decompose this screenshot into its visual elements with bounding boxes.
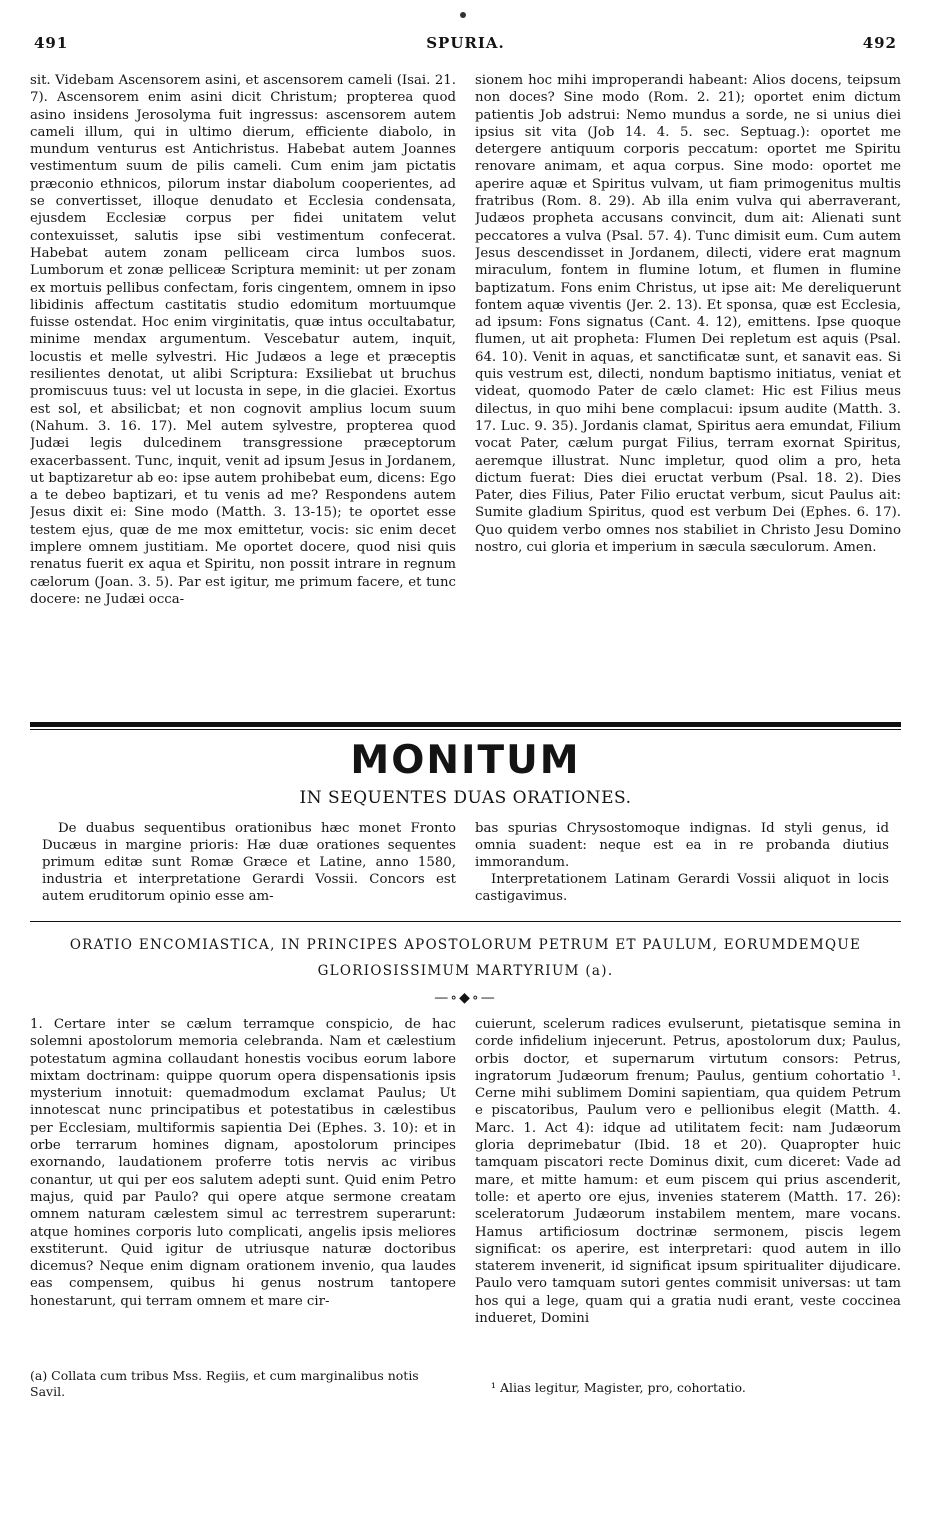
section-divider [30, 722, 901, 730]
monitum-heading: MONITUM [350, 738, 581, 783]
column-right [475, 72, 901, 700]
column-left [30, 72, 456, 700]
column-right [475, 820, 889, 905]
oration-text-section [30, 1016, 901, 1356]
page-number-right: 492 [862, 34, 897, 52]
paragraph: bas spurias Chrysostomoque indignas. Id styli genus, id omnia suadent: neque est ea in re probanda diutius immorandum. [475, 821, 889, 870]
thin-rule [30, 729, 901, 730]
paragraph: sionem hoc mihi improperandi habeant: Alios docens, teipsum non doces? Sine modo (Rom. 2. 21); oportet enim dictum patientis Job adstrui: Nemo mundus a sorde, ne si unius diei ipsius sit vita (Job 14. 4. 5. sec. Septuag.): oportet me detergere antiquum corporis peccatum: oportet me Spiritu renovare animam, et aqua corpus. Sine modo: oportet me aperire aquæ et Spiritus vulvam, ut fiam primogenitus multis fratribus (Rom. 8. 29). Ab illa enim vulva qui aberraverant, Judæos propheta accusans convincit, dum ait: Alienati sunt peccatores a vulva (Psal. 57. 4). Tunc dimisit eum. Cum autem Jesus descendisset in Jordanem, dilecti, videre erat magnum miraculum, fontem in flumine lotum, et flumen in flumine baptizatum. Fons enim Christus, ut ipse ait: Me dereliquerunt fontem aquæ viventis (Jer. 2. 13). Et sponsa, quæ est Ecclesia, ad ipsum: Fons signatus (Cant. 4. 12), emittens. Ipse quoque flumen, ut ait propheta: Flumen Dei repletum est aquis (Psal. 64. 10). Venit in aquas, et sanctificatæ sunt, et sanavit eas. Si quis vestrum est, dilecti, nondum baptismo initiatus, veniat et videat, quomodo Pater de cælo clamet: Hic est Filius meus dilectus, in quo mihi bene complacui: ipsum audite (Matth. 3. 17. Luc. 9. 35). Jordanis clamat, Spiritus aera emundat, Filium vocat Pater, cælum purgat Filius, terram exornat Spiritus, aeremque illustrat. Nunc impletur, quod olim a pro, heta dictum fuerat: Dies diei eructat verbum (Psal. 18. 2). Dies Pater, dies Filius, Pater Filio eructat verbum, sicut Paulus ait: Sumite gladium Spiritus, quod est verbum Dei (Ephes. 6. 17). Quo quidem verbo omnes nos stabiliet in Christo Jesu Domino nostro, cui gloria et imperium in sæcula sæculorum. Amen. [475, 73, 901, 556]
column-left [42, 820, 456, 905]
top-text-section [30, 72, 901, 700]
paragraph: sit. Videbam Ascensorem asini, et ascensorem cameli (Isai. 21. 7). Ascensorem enim asini dicit Christum; propterea quod asino insidens Jerosolyma fuit ingressus: ascensorem autem cameli illum, qui in ultimo dierum, efficiente diabolo, in mundum venturus est Antichristus. Habebat autem Joannes vestimentum suum de pilis cameli. Cum enim jam pictatis præconio ethnicos, pilorum instar diabolum cooperientes, ad se convertisset, illoque denudato et Ecclesia condensata, ejusdem Ecclesiæ corpus per fidei unitatem velut contexuisset, salutis ipse sibi vestimentum confecerat. Habebat autem zonam pelliceam circa lumbos suos. Lumborum et zonæ pelliceæ Scriptura meminit: ut per zonam ex mortuis pellibus confectam, foris cingentem, omnem in ipso libidinis affectum castitatis studio edomitum mortuumque fuisse ostendat. Hoc enim virginitatis, quæ intus occultabatur, minime mendax argumentum. Vescebatur autem, inquit, locustis et melle sylvestri. Hic Judæos a lege et præceptis resilientes denotat, ut alibi Scriptura: Exsiliebat ut bruchus promiscuus tuus: vel ut locusta in sepe, in die glaciei. Exortus est sol, et absilicbat; et non cognovit amplius locum suum (Nahum. 3. 16. 17). Mel autem sylvestre, propterea quod Judæi legis dulcedinem transgressione præceptorum exacerbassent. Tunc, inquit, venit ad ipsum Jesus in Jordanem, ut baptizaretur ab eo: ipse autem prohibebat eum, dicens: Ego a te debeo baptizari, et tu venis ad me? Respondens autem Jesus dixit ei: Sine modo (Matth. 3. 13-15); te oportet esse testem ejus, quæ de me mox emittetur, vocis: sic enim decet implere omnem justitiam. Me oportet docere, quod nisi quis renatus fuerit ex aqua et Spiritu, non possit intrare in regnum cælorum (Joan. 3. 5). Par est igitur, me primum facere, et tunc docere: ne Judæi occa- [30, 73, 456, 607]
ink-dot [460, 12, 466, 18]
monitum-subheading: IN SEQUENTES DUAS ORATIONES. [299, 788, 632, 808]
footnote-1: ¹ Alias legitur, Magister, pro, cohortatio. [491, 1380, 746, 1395]
paragraph: cuierunt, scelerum radices evulserunt, pietatisque semina in corde infidelium injecerunt. Petrus, apostolorum dux; Paulus, orbis doctor, et supernarum virtutum consors: Petrus, ingratorum Judæorum frenum; Paulus, gentium cohortatio ¹. Cerne mihi sublimem Domini sapientiam, qua quidem Petrum e piscatoribus, Paulum vero e pellionibus elegit (Matth. 4. Marc. 1. Act 4): idque ad utilitatem fecit: nam Judæorum gloria deprimebatur (Ibid. 18 et 20). Quapropter huic tamquam piscatori recte Dominus dixit, cum diceret: Vade ad mare, et mitte hamum: et eum piscem qui prius ascenderit, tolle: et aperto ore ejus, invenies staterem (Matth. 17. 26): sceleratorum Judæorum instabilem mentem, mare vocans. Hamus artificiosum doctrinæ sermonem, piscis legem significat: os aperire, est interpretari: quod autem in illo staterem invenerit, id significat ipsum spiritualiter dijudicare. Paulo vero tamquam sutori gentes commisit universas: ut tam hos qui a lege, quam qui a gratia nudi erant, veste coccinea indueret, Domini [475, 1017, 901, 1327]
footnote-a: (a) Collata cum tribus Mss. Regiis, et cum marginalibus notis Savil. [30, 1368, 419, 1399]
running-title: SPURIA. [426, 34, 505, 52]
running-header [30, 34, 901, 72]
oration-title: ORATIO ENCOMIASTICA, IN PRINCIPES APOSTOLORUM PETRUM ET PAULUM, EORUMDEMQUE GLORIOSISSIMUM MARTYRIUM (a). [69, 937, 862, 979]
paragraph: Interpretationem Latinam Gerardi Vossii aliquot in locis castigavimus. [475, 872, 889, 904]
paragraph: De duabus sequentibus orationibus hæc monet Fronto Ducæus in margine prioris: Hæ duæ orationes sequentes primum editæ sunt Romæ Græce et Latine, anno 1580, industria et interpretatione Gerardi Vossii. Concors est autem eruditorum opinio esse am- [42, 821, 456, 904]
column-left [30, 1016, 456, 1356]
thin-divider [30, 921, 901, 922]
footnotes [30, 1368, 901, 1400]
column-right [475, 1016, 901, 1356]
monitum-body [30, 820, 901, 905]
page-number-left: 491 [34, 34, 69, 52]
ornament-icon: —∘◆∘— [434, 990, 497, 1006]
thick-rule [30, 722, 901, 727]
paragraph: 1. Certare inter se cælum terramque conspicio, de hac solemni apostolorum memoria celebranda. Nam et cælestium potestatum agmina collaudant honestis vocibus eorum labore mixtam doctrinam: quippe quorum opera dispensationis ipsis mysterium innotuit: quemadmodum exclamat Paulus; Ut innotescat nunc principatibus et potestatibus in cælestibus per Ecclesiam, multiformis sapientia Dei (Ephes. 3. 10): et in orbe terrarum homines dignam, apostolorum principes exornando, laudationem proferre totis nervis ac viribus conantur, ut qui per eos salutem adepti sunt. Quid enim Petro majus, quid par Paulo? qui opere atque sermone creatam omnem naturam cælestem simul ac terrestrem superarunt: atque homines corporis luto complicati, angelis ipsis meliores exstiterunt. Quid igitur de utriusque naturæ doctoribus dicemus? Neque enim dignam orationem invenio, qua laudes eas compensem, quibus hi genus nostrum tantopere honestarunt, qui terram omnem et mare cir- [30, 1017, 456, 1309]
